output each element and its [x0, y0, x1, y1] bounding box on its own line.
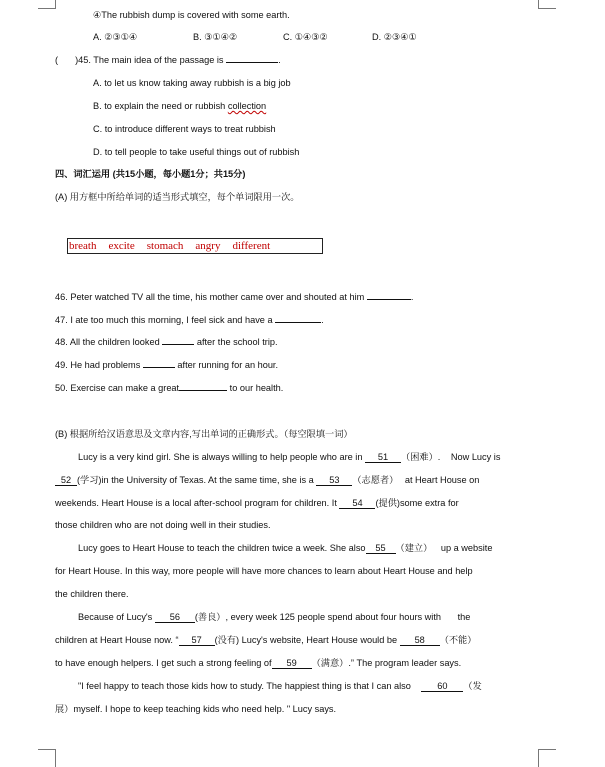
q45-question [55, 54, 281, 66]
q45-stem: 45. The main idea of the passage is [78, 55, 224, 65]
q48-blank[interactable] [162, 344, 194, 345]
passage-line-10: to have enough helpers. I get such a strong feeling of 59 （满意）.” The program leader says. [55, 658, 462, 668]
blank-52[interactable]: 52 [55, 475, 77, 486]
blank-60[interactable]: 60 [421, 681, 463, 692]
q46-blank[interactable] [367, 299, 411, 300]
passage-line-4: those children who are not doing well in their studies. [55, 520, 271, 530]
passage-line-1: Lucy is a very kind girl. She is always willing to help people who are in 51 （困难）. Now Lucy is [78, 452, 501, 462]
word-box-word: breath [69, 240, 97, 252]
q46: 46. Peter watched TV all the time, his mother came over and shouted at him . [55, 292, 414, 302]
part-a-instruction: (A) 用方框中所给单词的适当形式填空，每个单词限用一次。 [55, 192, 300, 202]
q44-option-b: B. ③①④② [193, 32, 238, 42]
passage-line-6: for Heart House. In this way, more people will have more chances to learn about Heart House and help [55, 566, 473, 576]
q45-option-c: C. to introduce different ways to treat rubbish [93, 124, 276, 134]
passage-line-12: 展）myself. I hope to keep teaching kids who need help. " Lucy says. [55, 704, 337, 714]
passage-line-2: 52 (学习)in the University of Texas. At the same time, she is a 53 （志愿者） at Heart House on [55, 474, 479, 486]
blank-51[interactable]: 51 [365, 452, 401, 463]
word-box-word: excite [108, 240, 135, 252]
blank-57[interactable]: 57 [179, 635, 215, 646]
word-box-word: different [232, 240, 271, 252]
blank-59[interactable]: 59 [272, 658, 312, 669]
corner-mark-bottom-left-h [38, 749, 56, 750]
part-b-instruction: (B) 根据所给汉语意思及文章内容,写出单词的正确形式。（每空限填一词） [55, 429, 353, 439]
q44-option-d: D. ②③④① [372, 32, 417, 42]
passage-line-11: "I feel happy to teach those kids how to study. The happiest thing is that I can also 60 （发 [78, 681, 482, 691]
q45-option-d: D. to tell people to take useful things out of rubbish [93, 147, 300, 157]
corner-mark-top-left-h [38, 8, 56, 9]
q50: 50. Exercise can make a great to our health. [55, 383, 284, 393]
blank-54[interactable]: 54 [339, 498, 375, 509]
corner-mark-top-right-h [538, 8, 556, 9]
q45-option-a: A. to let us know taking away rubbish is a big job [93, 78, 291, 88]
q48: 48. All the children looked after the school trip. [55, 337, 278, 347]
q44-option-c: C. ①④③② [283, 32, 328, 42]
passage-line-7: the children there. [55, 589, 129, 599]
word-box-word: stomach [146, 240, 184, 252]
sequence-item-4: ④The rubbish dump is covered with some earth. [93, 10, 290, 20]
q45-end: . [278, 55, 281, 65]
q47: 47. I ate too much this morning, I feel sick and have a . [55, 315, 324, 325]
word-box-word: angry [195, 240, 221, 252]
blank-55[interactable]: 55 [366, 543, 396, 554]
section4-title: 四、词汇运用 (共15小题，每小题1分；共15分) [55, 169, 246, 179]
q45-blank[interactable] [226, 62, 278, 63]
q45-option-b: B. to explain the need or rubbish collection [93, 101, 267, 111]
passage-line-3: weekends. Heart House is a local after-school program for children. It 54 (提供)some extra for [55, 498, 459, 508]
q49: 49. He had problems after running for an hour. [55, 360, 279, 370]
corner-mark-bottom-right-h [538, 749, 556, 750]
blank-56[interactable]: 56 [155, 612, 195, 623]
blank-53[interactable]: 53 [316, 475, 352, 486]
passage-line-5: Lucy goes to Heart House to teach the children twice a week. She also 55 （建立） up a website [78, 543, 493, 553]
q44-option-a: A. ②③①④ [93, 32, 138, 42]
q45-paren-close: ) [75, 55, 79, 65]
word-box [67, 238, 323, 254]
q47-blank[interactable] [275, 322, 321, 323]
q50-blank[interactable] [179, 390, 227, 391]
q45-option-b-wavy-word: collection [227, 101, 267, 111]
passage-line-9: children at Heart House now. “ 57 (没有) Lucy's website, Heart House would be 58 （不能） [55, 635, 477, 645]
q45-paren-open: ( [55, 55, 59, 65]
passage-line-8: Because of Lucy's 56 (善良）, every week 125 people spend about four hours with the [78, 612, 471, 622]
blank-58[interactable]: 58 [400, 635, 440, 646]
q49-blank[interactable] [143, 367, 175, 368]
corner-mark-bottom-left-v [55, 749, 56, 767]
corner-mark-bottom-right-v [538, 749, 539, 767]
